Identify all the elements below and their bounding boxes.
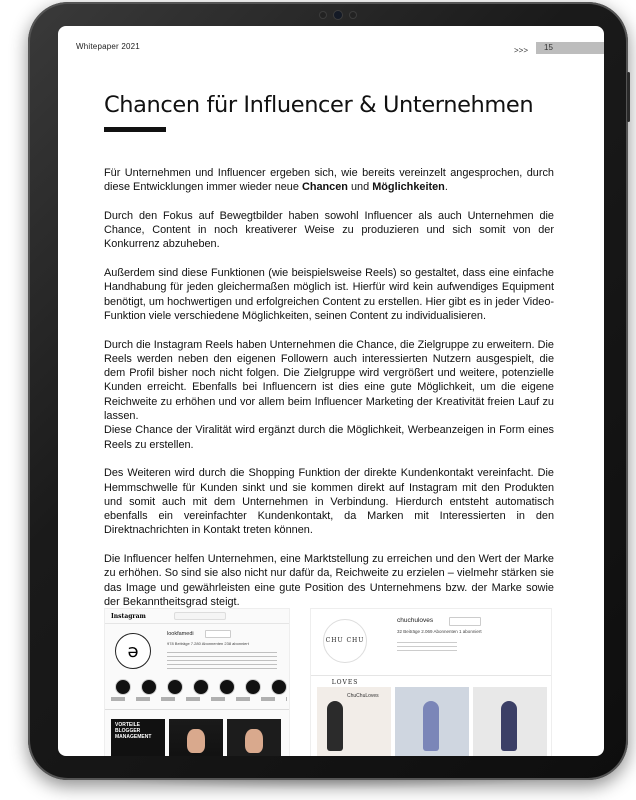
follow-button-image (205, 630, 231, 638)
body-text (104, 166, 554, 624)
post-tile (317, 687, 391, 756)
instagram-profile-screenshot-lookfamedi (104, 608, 290, 756)
post-tile (169, 719, 223, 756)
side-button (627, 72, 630, 122)
message-button-image (449, 617, 481, 626)
highlight-labels (111, 697, 287, 701)
highlight-circle (245, 679, 261, 695)
person-image (327, 701, 343, 751)
person-image (501, 701, 517, 751)
profile-bio-lines (167, 649, 277, 671)
paragraph-4b: Diese Chance der Viralität wird ergänzt durch die Möglichkeit, Werbeanzeigen in Form eines Reels zu erstellen. (104, 424, 554, 451)
highlight-circle (219, 679, 235, 695)
highlight-circle (141, 679, 157, 695)
page-number: 15 (536, 42, 604, 54)
brand-avatar: CHU CHU LOVES (323, 619, 367, 663)
portrait-image (187, 729, 205, 753)
paragraph-3: Außerdem sind diese Funktionen (wie beispielsweise Reels) so gestaltet, dass eine einfache Handhabung für jeden gleichermaßen möglich ist. Hierfür wird kein aufwendiges Equipment benötigt, um hochwertigen und erfolgreichen Content zu erstellen. Hier gibt es in jeder Video-Funktion viele verschiedene Möglichkeiten, seinen Content zu individualisieren. (104, 267, 554, 322)
search-field-image (174, 612, 226, 620)
document-page (58, 26, 604, 756)
instagram-logo: Instagram (111, 612, 146, 620)
arrows-marker: >>> (514, 46, 529, 55)
sensor-icon (320, 12, 326, 18)
person-image (423, 701, 439, 751)
highlight-chancen: Chancen (301, 181, 348, 194)
paragraph-6: Die Influencer helfen Unternehmen, eine Marktstellung zu erreichen und den Wert der Marke zu erhöhen. So sind sie also nicht nur dafür da, Reichweite zu erzielen – vielmehr stärken sie das Image und gewährleisten eine gute Position des Unternehmens bzw. der Marke sowie der Bekanntheitsgrad steigt. (104, 553, 554, 608)
page-title: Chancen für Influencer & Unternehmen (104, 92, 534, 118)
post-tile (395, 687, 469, 756)
profile-handle: chuchuloves (397, 617, 434, 624)
camera-bar (312, 10, 364, 20)
paragraph-4: Durch die Instagram Reels haben Unternehmen die Chance, die Zielgruppe zu erweitern. Die Reels werden neben den eigenen Followern auch interessierten Nutzern ausgespielt, die dem Profil bisher noch nicht folgen. Die Zielgruppe wird vergrößert und weitere, potenzielle Kunden erreicht. Ebenfalls bei Influencern ist dies eine gute Möglichkeit, um die eigene Reichweite zu erhöhen und vor allem beim Influencer Marketing der Kreativität freien Lauf zu lassen. (104, 338, 554, 423)
profile-stats: 978 Beiträge 7.280 Abonnenten 238 abonniert (167, 641, 249, 646)
camera-icon (334, 11, 342, 19)
highlight-circle (193, 679, 209, 695)
profile-avatar: ə (115, 633, 151, 669)
paragraph-5: Des Weiteren wird durch die Shopping Funktion der direkte Kundenkontakt vereinfacht. Die Hemmschwelle für Kunden sinkt und sie kommen direkt auf Instagram mit den Produkten und somit auch mit dem Unternehmen in Verbindung. Hierdurch entsteht automatisch ebenfalls ein vereinfachter Kundenkontakt, da Marken mit Interessierten in den Direktnachrichten in Kontakt treten können. (104, 467, 554, 537)
post-tile (473, 687, 547, 756)
story-highlights (115, 679, 287, 695)
document-label: Whitepaper 2021 (76, 42, 140, 51)
highlight-circle (167, 679, 183, 695)
highlight-circle (115, 679, 131, 695)
paragraph-1: Für Unternehmen und Influencer ergeben sich, wie bereits vereinzelt angesprochen, durch diese Entwicklungen immer wieder neue Chancen und Möglichkeiten. (104, 167, 554, 194)
post-tile (227, 719, 281, 756)
profile-tabs (105, 709, 289, 716)
instagram-profile-screenshot-chuchuloves (310, 608, 552, 756)
profile-handle: lookfamedi (167, 631, 194, 637)
post-tile: VORTEILE BLOGGER MANAGEMENT (111, 719, 165, 756)
title-underline (104, 127, 166, 132)
paragraph-2: Durch den Fokus auf Bewegtbilder haben sowohl Influencer als auch Unternehmen die Chance, Content in noch kreativerer Weise zu produzieren und sich somit von der Konkurrenz abzuheben. (104, 209, 554, 251)
post-tile-text: ChuChuLoves (347, 693, 379, 699)
highlight-circle (271, 679, 287, 695)
highlight-moeglichkeiten: Möglichkeiten (372, 181, 445, 194)
profile-stats: 32 Beiträge 2.069 Abonnenten 1 abonniert (397, 629, 482, 634)
profile-bio-lines (397, 639, 457, 651)
sensor-icon (350, 12, 356, 18)
portrait-image (245, 729, 263, 753)
instagram-header (105, 609, 289, 624)
profile-tabs (311, 675, 551, 684)
